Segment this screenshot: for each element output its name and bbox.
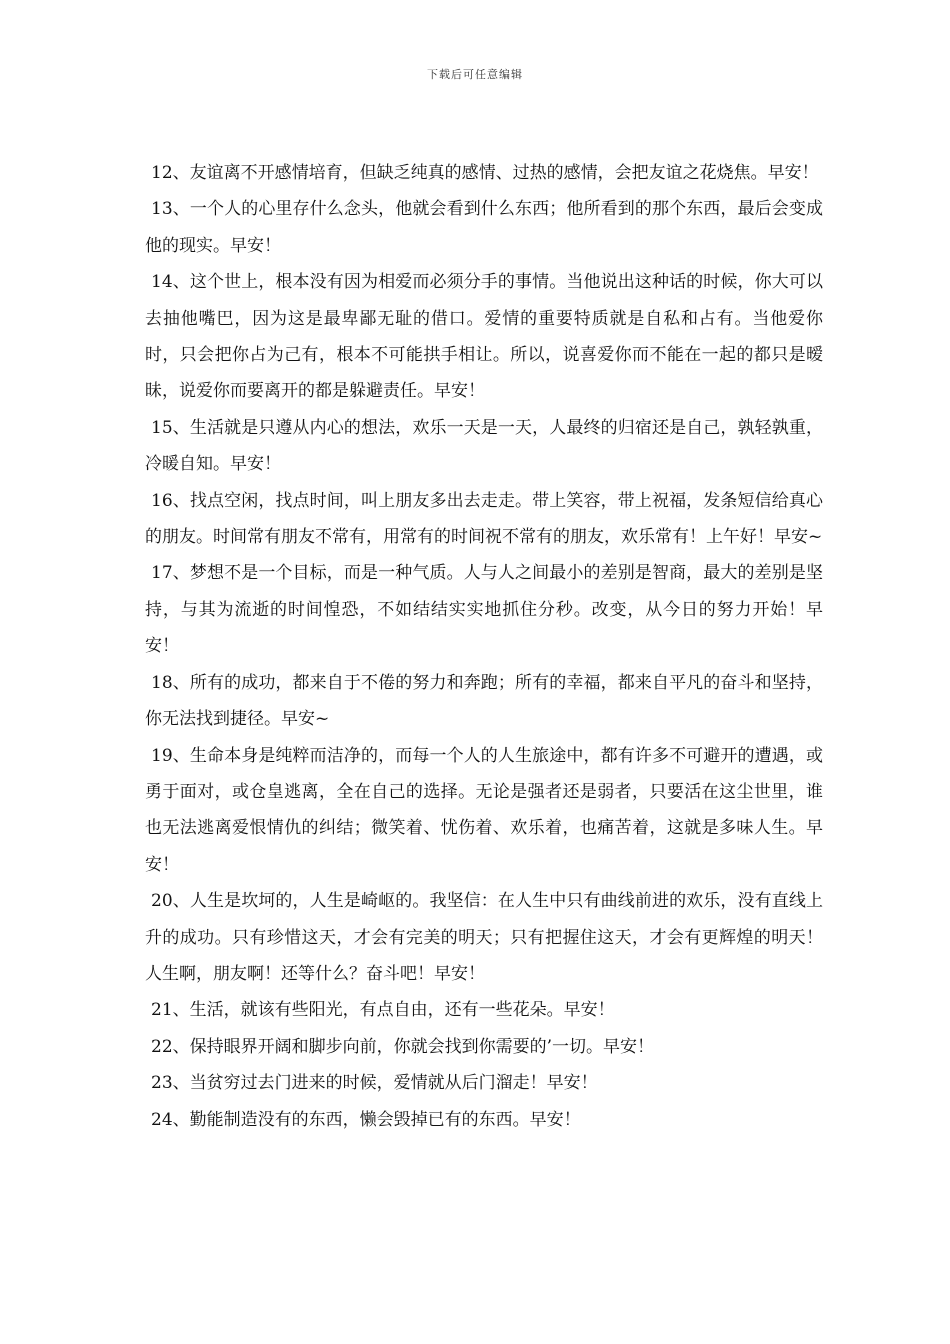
page-header: 下载后可任意编辑 [427,68,523,81]
paragraph-20: 20、人生是坎坷的，人生是崎岖的。我坚信：在人生中只有曲线前进的欢乐，没有直线上升的成功。只有珍惜这天，才会有完美的明天；只有把握住这天，才会有更辉煌的明天！人生啊，朋友啊！还等什么？奋斗吧！早安！ [145,891,823,984]
paragraph-19: 19、生命本身是纯粹而洁净的，而每一个人的人生旅途中，都有许多不可避开的遭遇，或勇于面对，或仓皇逃离，全在自己的选择。无论是强者还是弱者，只要活在这尘世里，谁也无法逃离爱恨情仇的纠结；微笑着、忧伤着、欢乐着，也痛苦着，这就是多味人生。早安！ [145,745,823,875]
paragraph-14: 14、这个世上，根本没有因为相爱而必须分手的事情。当他说出这种话的时候，你大可以去抽他嘴巴，因为这是最卑鄙无耻的借口。爱情的重要特质就是自私和占有。当他爱你时，只会把你占为己有，根本不可能拱手相让。所以，说喜爱你而不能在一起的都只是暧昧，说爱你而要离开的都是躲避责任。早安！ [145,272,823,402]
paragraph-22: 22、保持眼界开阔和脚步向前，你就会找到你需要的’一切。早安！ [151,1036,655,1057]
paragraph-12: 12、友谊离不开感情培育，但缺乏纯真的感情、过热的感情，会把友谊之花烧焦。早安！ [151,163,819,183]
paragraph-24: 24、勤能制造没有的东西，懒会毁掉已有的东西。早安！ [151,1109,581,1130]
paragraph-18: 18、所有的成功，都来自于不倦的努力和奔跑；所有的幸福，都来自平凡的奋斗和坚持，你无法找到捷径。早安~ [145,672,823,730]
paragraph-21: 21、生活，就该有些阳光，有点自由，还有一些花朵。早安！ [151,1000,615,1021]
paragraph-13: 13、一个人的心里存什么念头，他就会看到什么东西；他所看到的那个东西，最后会变成他的现实。早安！ [145,199,823,256]
paragraph-15: 15、生活就是只遵从内心的想法，欢乐一天是一天，人最终的归宿还是自己，孰轻孰重，冷暖自知。早安！ [145,417,823,475]
paragraph-16: 16、找点空闲，找点时间，叫上朋友多出去走走。带上笑容，带上祝福，发条短信给真心的朋友。时间常有朋友不常有，用常有的时间祝不常有的朋友，欢乐常有！上午好！早安~ [145,490,823,548]
document-body [145,155,823,1138]
paragraph-17: 17、梦想不是一个目标，而是一种气质。人与人之间最小的差别是智商，最大的差别是坚持，与其为流逝的时间惶恐，不如结结实实地抓住分秒。改变，从今日的努力开始！早安！ [145,563,823,657]
paragraph-23: 23、当贫穷过去门进来的时候，爱情就从后门溜走！早安！ [151,1073,598,1094]
